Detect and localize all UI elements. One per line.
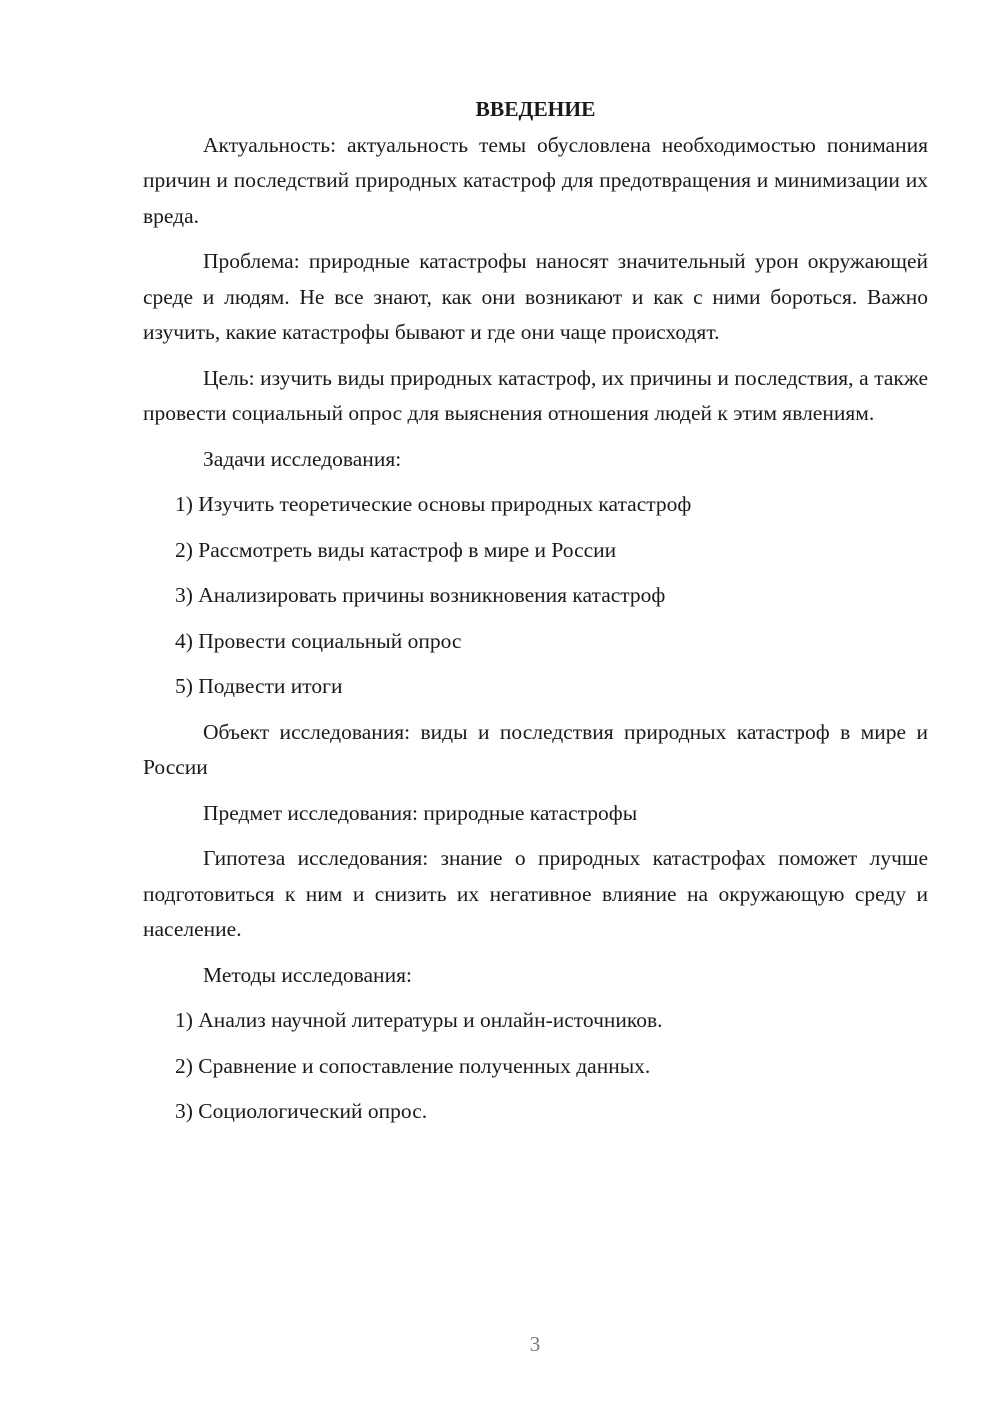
list-item: 1) Изучить теоретические основы природных катастроф: [175, 492, 692, 516]
hypothesis-paragraph: Гипотеза исследования: знание о природных катастрофах поможет лучше подготовиться к ним и снизить их негативное влияние на окружающую среду и население.: [143, 846, 928, 941]
problem-paragraph: Проблема: природные катастрофы наносят значительный урон окружающей среде и людям. Не все знают, как они возникают и как с ними бороться. Важно изучить, какие катастрофы бывают и где они чаще происходят.: [143, 249, 928, 344]
methods-list: [143, 1003, 928, 1130]
relevance-paragraph: Актуальность: актуальность темы обусловлена необходимостью понимания причин и последствий природных катастроф для предотвращения и минимизации их вреда.: [143, 132, 928, 228]
list-item: 2) Сравнение и сопоставление полученных данных.: [175, 1053, 651, 1078]
tasks-heading: Задачи исследования:: [203, 446, 402, 471]
list-item: 5) Подвести итоги: [175, 674, 343, 698]
page-content: [143, 92, 928, 1130]
section-title: ВВЕДЕНИЕ: [475, 97, 596, 121]
tasks-list: [143, 487, 928, 705]
list-item: 4) Провести социальный опрос: [175, 628, 462, 653]
list-item: 3) Анализировать причины возникновения катастроф: [175, 583, 666, 607]
methods-heading: Методы исследования:: [203, 962, 412, 987]
list-item: 3) Социологический опрос.: [175, 1099, 428, 1123]
subject-paragraph: Предмет исследования: природные катастрофы: [203, 800, 638, 825]
object-paragraph: Объект исследования: виды и последствия природных катастроф в мире и России: [143, 719, 928, 779]
list-item: 1) Анализ научной литературы и онлайн-источников.: [175, 1008, 663, 1032]
list-item: 2) Рассмотреть виды катастроф в мире и России: [175, 537, 617, 562]
page-number: 3: [529, 1332, 541, 1356]
goal-paragraph: Цель: изучить виды природных катастроф, их причины и последствия, а также провести социальный опрос для выяснения отношения людей к этим явлениям.: [143, 365, 928, 425]
